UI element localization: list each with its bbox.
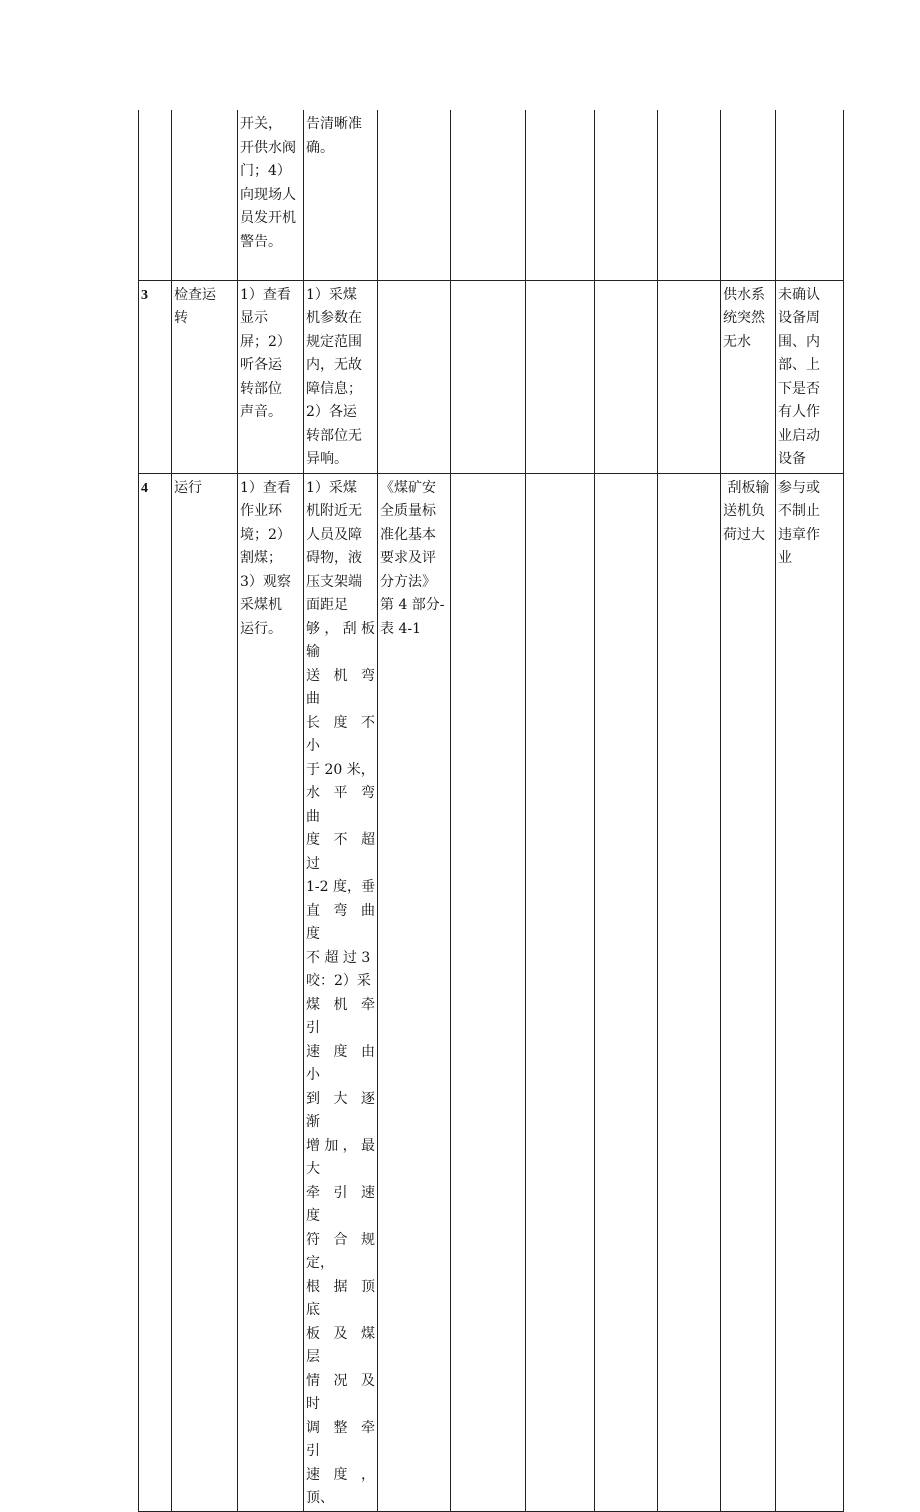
risk-cell	[721, 110, 776, 280]
operation-standard-table	[138, 110, 844, 1512]
step-number-cell: 4	[139, 473, 172, 1511]
table-row	[139, 280, 844, 473]
empty-cell	[526, 473, 595, 1511]
step-number-cell	[139, 110, 172, 280]
empty-cell	[658, 110, 721, 280]
standard-cell: 1）采煤 机附近无 人员及障 碍物，液 压支架端 面距足 够，刮板输 送 机 弯 曲 长 度 不 小 于 20 米， 水 平 弯 曲 度 不 超 过 1-2 度，垂 直 弯 曲 度 不 超 过 3 咬：2）采 煤 机 牵 引 速 度 由 小 到 大 逐 渐 增加，最大 牵 引 速 度 符合规定， 根 据 顶 底 板 及 煤 层 情 况 及 时 调 整 牵 引 速度，顶、	[304, 473, 378, 1511]
violation-cell	[776, 110, 844, 280]
empty-cell	[595, 110, 658, 280]
method-cell: 1）查看 作业环 境；2） 割煤； 3）观察 采煤机 运行。	[238, 473, 304, 1511]
table-row	[139, 110, 844, 280]
empty-cell	[451, 110, 526, 280]
empty-cell	[526, 110, 595, 280]
empty-cell	[595, 473, 658, 1511]
basis-cell	[378, 110, 451, 280]
step-name-cell	[172, 110, 238, 280]
method-cell: 1）查看 显示 屏；2） 听各运 转部位 声音。	[238, 280, 304, 473]
empty-cell	[451, 280, 526, 473]
violation-cell: 参与或 不制止 违章作 业	[776, 473, 844, 1511]
risk-cell: 供水系 统突然 无水	[721, 280, 776, 473]
step-number-cell: 3	[139, 280, 172, 473]
empty-cell	[658, 473, 721, 1511]
empty-cell	[526, 280, 595, 473]
step-name-cell: 运行	[172, 473, 238, 1511]
basis-cell	[378, 280, 451, 473]
empty-cell	[451, 473, 526, 1511]
standard-cell: 1）采煤 机参数在 规定范围 内，无故 障信息； 2）各运 转部位无 异响。	[304, 280, 378, 473]
table-row	[139, 473, 844, 1511]
risk-cell: 刮板输 送机负 荷过大	[721, 473, 776, 1511]
empty-cell	[595, 280, 658, 473]
basis-cell: 《煤矿安 全质量标 准化基本 要求及评 分方法》 第 4 部分- 表 4-1	[378, 473, 451, 1511]
empty-cell	[658, 280, 721, 473]
standard-cell: 告清晰准 确。	[304, 110, 378, 280]
method-cell: 开关， 开供水阀 门；4） 向现场人 员发开机 警告。	[238, 110, 304, 280]
violation-cell: 未确认 设备周 围、内 部、上 下是否 有人作 业启动 设备	[776, 280, 844, 473]
step-name-cell: 检查运 转	[172, 280, 238, 473]
